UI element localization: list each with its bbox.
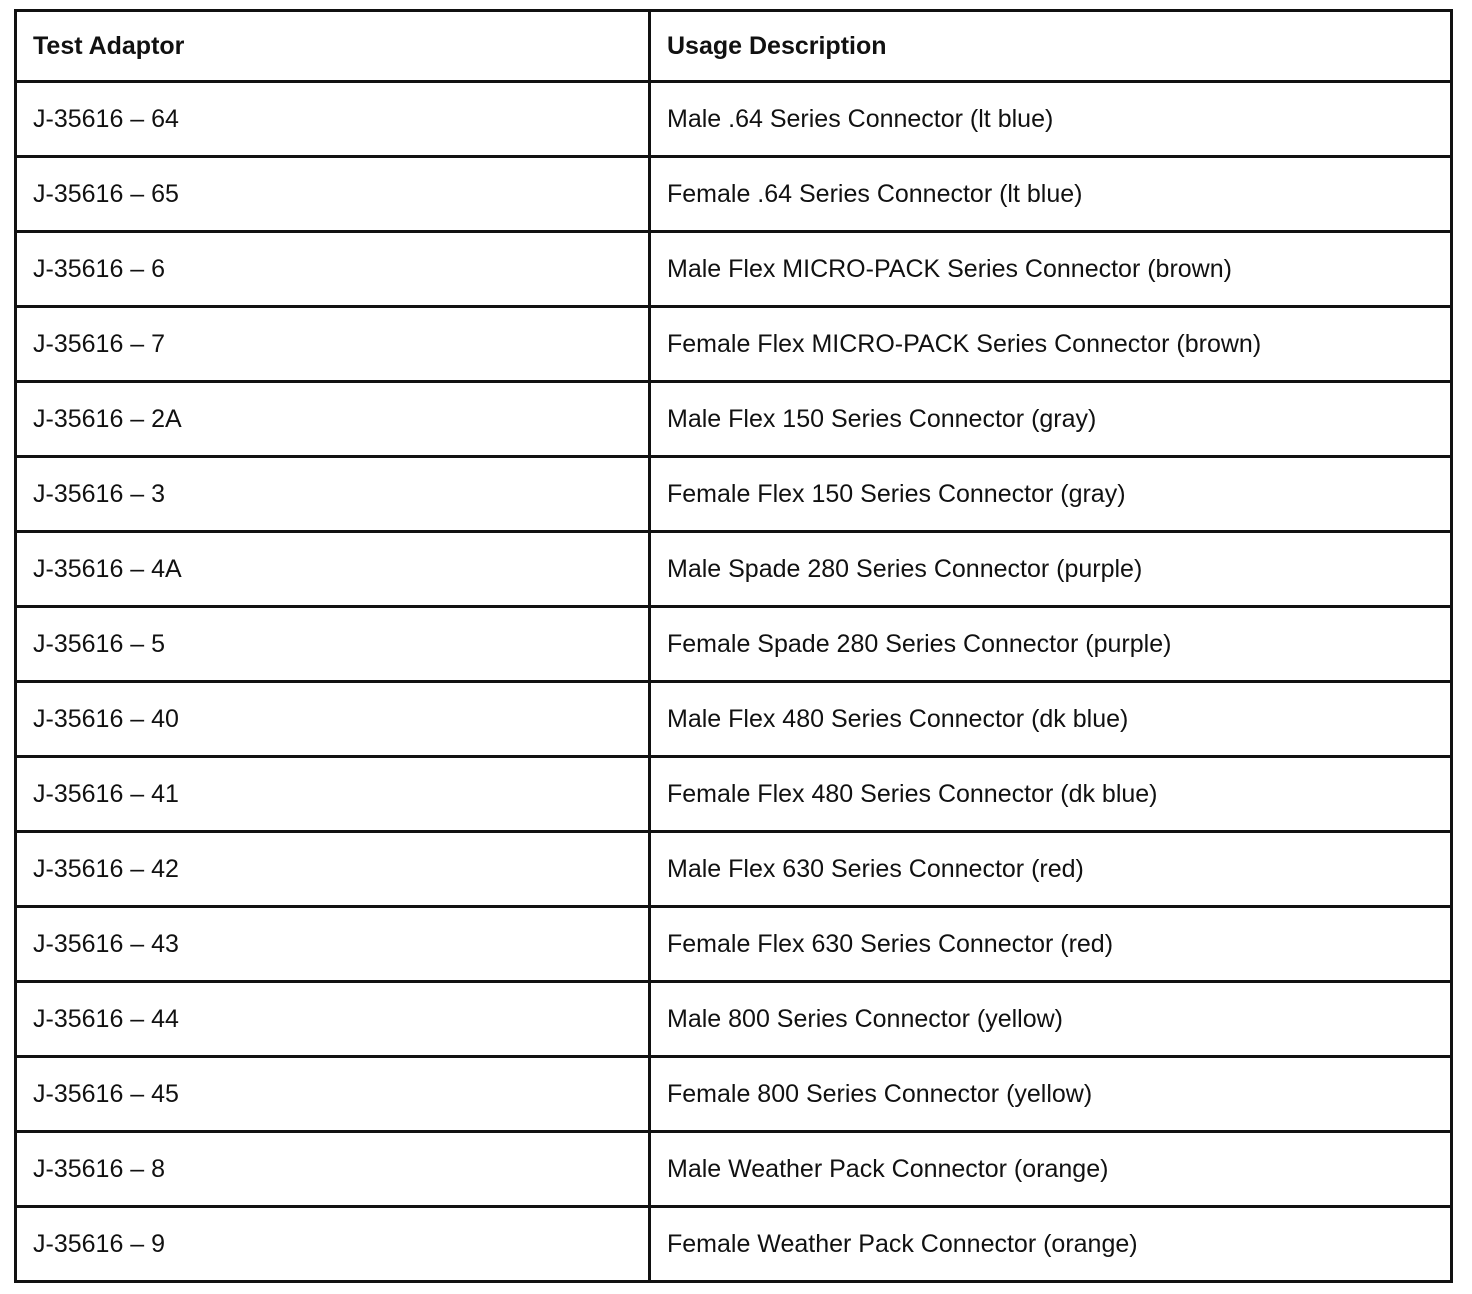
adaptor-cell: J-35616 – 44 [16,982,650,1057]
usage-cell: Female .64 Series Connector (lt blue) [650,157,1452,232]
usage-cell: Female Flex 480 Series Connector (dk blue) [650,757,1452,832]
table-row [16,457,1452,532]
adaptor-cell: J-35616 – 64 [16,82,650,157]
table-row [16,82,1452,157]
adaptor-table-container [14,9,1450,1283]
table-row [16,382,1452,457]
adaptor-table [14,9,1453,1283]
adaptor-cell: J-35616 – 3 [16,457,650,532]
adaptor-cell: J-35616 – 2A [16,382,650,457]
adaptor-cell: J-35616 – 45 [16,1057,650,1132]
usage-cell: Female Spade 280 Series Connector (purple) [650,607,1452,682]
table-row [16,832,1452,907]
adaptor-cell: J-35616 – 4A [16,532,650,607]
adaptor-cell: J-35616 – 41 [16,757,650,832]
table-row [16,907,1452,982]
usage-cell: Male Flex 480 Series Connector (dk blue) [650,682,1452,757]
adaptor-cell: J-35616 – 7 [16,307,650,382]
header-usage-description: Usage Description [650,11,1452,82]
adaptor-cell: J-35616 – 42 [16,832,650,907]
usage-cell: Male Weather Pack Connector (orange) [650,1132,1452,1207]
usage-cell: Male Flex 150 Series Connector (gray) [650,382,1452,457]
usage-cell: Male Flex MICRO-PACK Series Connector (brown) [650,232,1452,307]
header-test-adaptor: Test Adaptor [16,11,650,82]
table-row [16,232,1452,307]
table-row [16,532,1452,607]
usage-cell: Male Spade 280 Series Connector (purple) [650,532,1452,607]
adaptor-cell: J-35616 – 65 [16,157,650,232]
adaptor-cell: J-35616 – 8 [16,1132,650,1207]
table-row [16,682,1452,757]
usage-cell: Male .64 Series Connector (lt blue) [650,82,1452,157]
table-row [16,757,1452,832]
table-row [16,307,1452,382]
adaptor-cell: J-35616 – 40 [16,682,650,757]
table-row [16,607,1452,682]
usage-cell: Female Flex 150 Series Connector (gray) [650,457,1452,532]
table-row [16,982,1452,1057]
usage-cell: Female Flex 630 Series Connector (red) [650,907,1452,982]
table-header-row [16,11,1452,82]
table-row [16,157,1452,232]
usage-cell: Female Weather Pack Connector (orange) [650,1207,1452,1282]
adaptor-cell: J-35616 – 9 [16,1207,650,1282]
adaptor-cell: J-35616 – 43 [16,907,650,982]
usage-cell: Female Flex MICRO-PACK Series Connector (brown) [650,307,1452,382]
table-row [16,1057,1452,1132]
adaptor-cell: J-35616 – 6 [16,232,650,307]
table-row [16,1132,1452,1207]
usage-cell: Male 800 Series Connector (yellow) [650,982,1452,1057]
table-row [16,1207,1452,1282]
adaptor-cell: J-35616 – 5 [16,607,650,682]
usage-cell: Female 800 Series Connector (yellow) [650,1057,1452,1132]
usage-cell: Male Flex 630 Series Connector (red) [650,832,1452,907]
